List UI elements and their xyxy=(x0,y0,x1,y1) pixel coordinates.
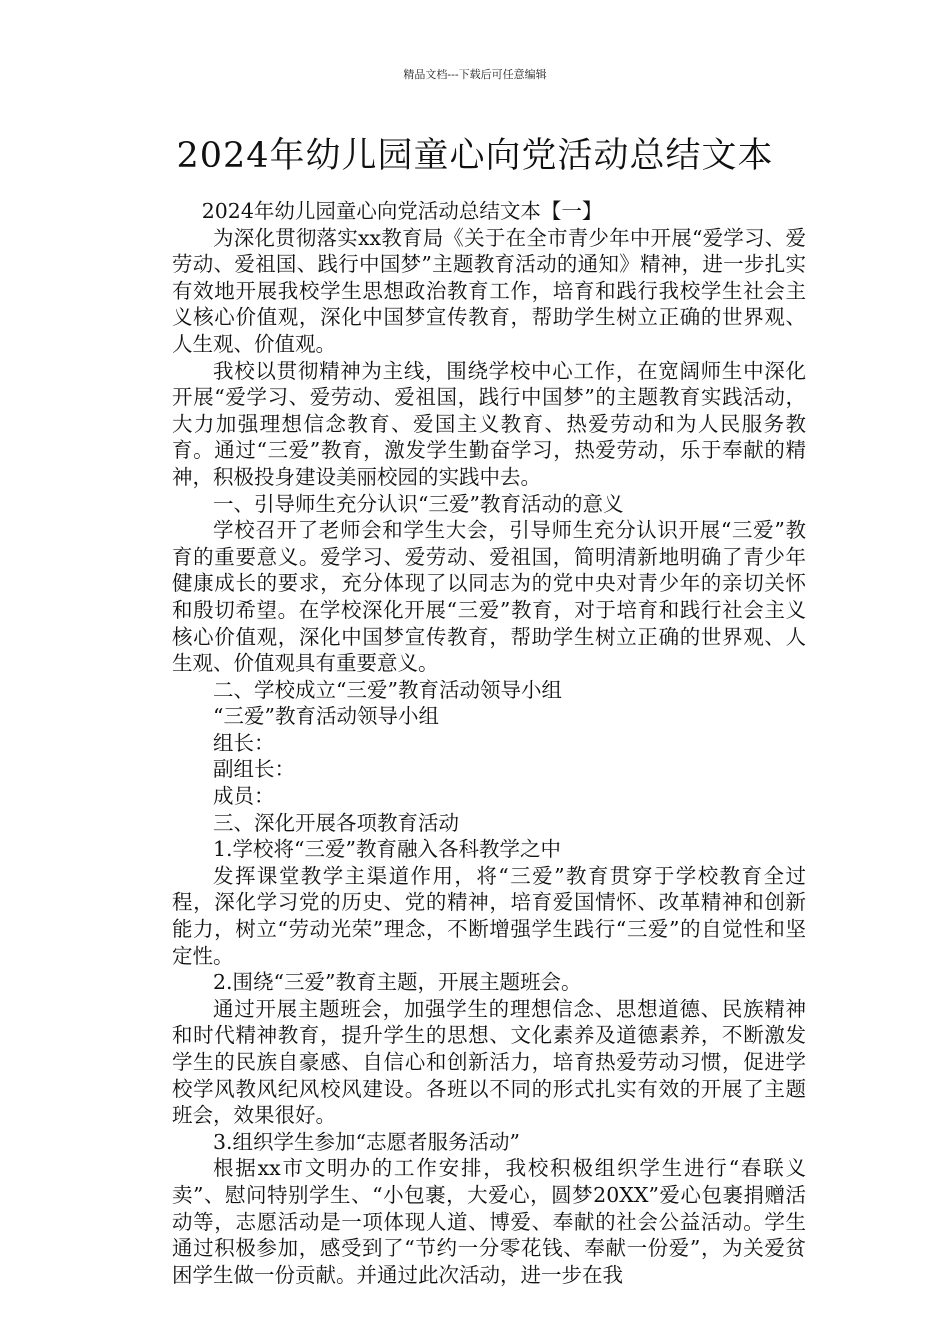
document-title: 2024年幼儿园童心向党活动总结文本 xyxy=(176,136,774,176)
section-heading: 2024年幼儿园童心向党活动总结文本【一】 xyxy=(201,199,603,223)
paragraph: 为深化贯彻落实xx教育局《关于在全市青少年中开展“爱学习、爱劳动、爱祖国、践行中国梦”主题教育活动的通知》精神，进一步扎实有效地开展我校学生思想政治教育工作，培育和践行我校学生社会主义核心价值观，深化中国梦宣传教育，帮助学生树立正确的世界观、人生观、价值观。 xyxy=(172,225,806,356)
paragraph: 我校以贯彻精神为主线，围绕学校中心工作，在宽阔师生中深化开展“爱学习、爱劳动、爱祖国，践行中国梦”的主题教育实践活动，大力加强理想信念教育、爱国主义教育、热爱劳动和为人民服务教育。通过“三爱”教育，激发学生勤奋学习，热爱劳动，乐于奉献的精神，积极投身建设美丽校园的实践中去。 xyxy=(172,358,806,489)
paragraph: 通过开展主题班会，加强学生的理想信念、思想道德、民族精神和时代精神教育，提升学生的思想、文化素养及道德素养，不断激发学生的民族自豪感、自信心和创新活力，培育热爱劳动习惯，促进学校学风教风纪风校风建设。各班以不同的形式扎实有效的开展了主题班会，效果很好。 xyxy=(172,996,806,1128)
list-line: 组长： xyxy=(213,730,275,755)
paragraph: 根据xx市文明办的工作安排，我校积极组织学生进行“春联义卖”、慰问特别学生、“小包裹，大爱心，圆梦20XX”爱心包裹捐赠活动等，志愿活动是一项体现人道、博爱、奉献的社会公益活动。学生通过积极参加，感受到了“节约一分零花钱、奉献一份爱”，为关爱贫困学生做一份贡献。并通过此次活动，进一步在我 xyxy=(172,1156,806,1287)
header-note: 精品文档---下载后可任意编辑 xyxy=(403,68,547,81)
subsection-heading: 1.学校将“三爱”教育融入各科教学之中 xyxy=(213,837,562,862)
paragraph: 发挥课堂教学主渠道作用，将“三爱”教育贯穿于学校教育全过程，深化学习党的历史、党的精神，培育爱国情怀、改革精神和创新能力，树立“劳动光荣”理念，不断增强学生践行“三爱”的自觉性和坚定性。 xyxy=(172,863,806,968)
list-line: 成员： xyxy=(213,784,275,809)
list-line: 副组长： xyxy=(213,757,295,782)
subsection-heading: 2.围绕“三爱”教育主题，开展主题班会。 xyxy=(213,970,582,995)
document-body xyxy=(172,198,806,1288)
paragraph: 学校召开了老师会和学生大会，引导师生充分认识开展“三爱”教育的重要意义。爱学习、爱劳动、爱祖国，简明清新地明确了青少年健康成长的要求，充分体现了以同志为的党中央对青少年的亲切关怀和殷切希望。在学校深化开展“三爱”教育，对于培育和践行社会主义核心价值观，深化中国梦宣传教育，帮助学生树立正确的世界观、人生观、价值观具有重要意义。 xyxy=(172,518,806,676)
subsection-heading: 3.组织学生参加“志愿者服务活动” xyxy=(213,1129,521,1154)
section-heading: 二、学校成立“三爱”教育活动领导小组 xyxy=(213,677,562,702)
section-heading: 一、引导师生充分认识“三爱”教育活动的意义 xyxy=(213,491,624,516)
section-heading: 三、深化开展各项教育活动 xyxy=(213,810,459,835)
list-line: “三爱”教育活动领导小组 xyxy=(213,704,439,729)
